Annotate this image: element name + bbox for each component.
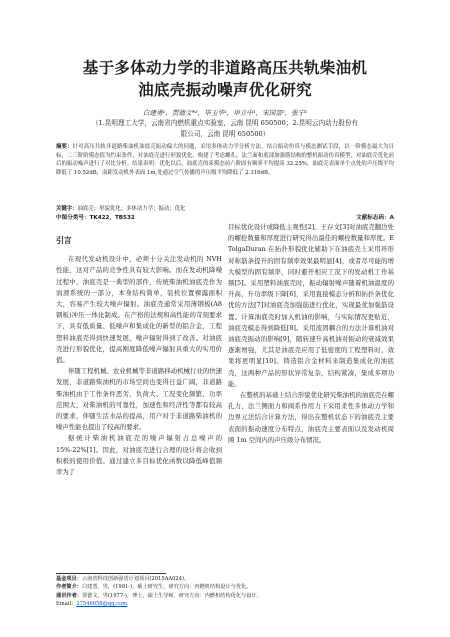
email-link[interactable]: 27546658@qq.com: [76, 601, 128, 608]
author-list: 白建勇¹，贾德文*²，毕玉华¹，申立中¹，宋国富²，张宁²: [142, 109, 308, 117]
footnote-fund: [56, 575, 394, 583]
paper-title-line-2: 油底壳振动噪声优化研究: [138, 81, 312, 99]
corr-label: 通讯作者：: [56, 592, 82, 599]
footnote-corresponding: [56, 592, 394, 600]
affiliation-line-2: 限公司，云南 昆明 650500）: [180, 130, 270, 138]
footnotes: [56, 575, 394, 609]
keywords-label: 关键字：: [56, 206, 78, 212]
keywords: [56, 205, 394, 214]
intro-paragraph-1: 在现代发动机设计中，必须十分关注发动机的 NVH 性能，这对产品的竞争性具有较大影响。而在发动机降噪过程中，油底壳是一典型的部件，传统柴油机油底壳作为润滑系统的一部分，本身结构简单，装机位置裸露面积大，容易产生较大噪声辐射。油底壳通常采用薄钢板(A8 钢板)冲压一体化制成。在产格的法规和高性能的苛刻要求下，具有低质量、低噪声和集成化的新型的铝合金，工程塑料油底壳得到快速发展，噪声辐射得到了改善。对油底壳进行形貌优化，提高刚度降低噪声辐射具重大的实用价值。: [56, 255, 222, 365]
body-paragraph-continued: 目标优化设计或降低主观性[2]。王存文[3]对油底壳翻边处的螺栓数量和厚度进行研究得出最佳的螺栓数量和厚度。E TolgaDuran 在拓扑形貌优化辅助下在油底壳上采用环形对称筋条提升的固有频率效果最明显[4]，或者尽可能的增大模型的固有频率，同时避开相应工况下的发动机工作基频[5]。采用塑料油底壳时，振动辐射噪声随着机油温度的升高，升功率级下降[6]，采用直接模态分析和拓扑条优化优的方法[7]对油底壳加强筋进行优化，实现最优加强筋设置。计算油底壳时加入机油的影响，与实际情况更贴近，油底壳模态得到降低[8]。采用流固耦合的方法计算机油对油底壳振动的影响[9]，随转速升高机油对振动的衰减效果逐渐增强，尤其是油底壳应用了低密度的工程塑料时，效果将更明显[10]。铸造铝合金材料来制造集成化的油底壳，这两种产品的形状异常复杂，结构紧凑，集成多项功能。: [228, 223, 394, 388]
footnote-author: [56, 583, 394, 591]
fund-text: 云南省科技创新强省计划项目(2015AA024)。: [81, 576, 190, 582]
affiliation-line-1: （1.昆明理工大学，云南省内燃机重点实验室，云南 昆明 650500；2.昆明云内动力股份有: [91, 119, 359, 127]
footnote-rule: [56, 573, 166, 574]
keywords-text: 油底壳；形貌优化；多体动力学；振动；优化: [77, 206, 186, 212]
paper-title-line-1: 基于多体动力学的非道路高压共轨柴油机: [82, 59, 368, 77]
fund-label: 基金项目：: [56, 576, 82, 582]
section-heading-introduction: 引言: [56, 236, 72, 245]
left-column: [56, 225, 222, 478]
footnote-email: [56, 600, 394, 608]
abstract: [56, 143, 394, 177]
email-label: Email：: [56, 601, 77, 608]
clc-number: 中图分类号：TK422，TB532: [56, 215, 135, 221]
abstract-label: 摘要：: [56, 144, 73, 150]
author-text: 白建勇，男，(1991-)，硕士研究生，研究方向：内燃机结构设计与优化。: [81, 584, 252, 591]
abstract-text: 针对高压共轨非道路柴油机油底壳振动偏大的问题，采用多体动力学分析方法，结合振动仿真与模态测试手段，以一阶模态最大为目标，二三阶阶模态值为约束条件，对油底壳进行形貌优化，构建了考虑螺孔、法兰面和底部加强筋结构的整机振动仿真模型，对油底壳优化前后的振动噪声进行了对比分析。结果表明：优化以后，油底壳的束模态前六阶固有频率平均提高 32.25%，油底壳表面单个点处的声压级平均降低了 10.52dB，而距发动机外表面 1m,处通过空气传播的声压级平均降低了 2.316dB。: [56, 144, 394, 176]
intro-paragraph-3: 据统计柴油机油底壳的噪声辐射占总噪声的 15%-22%[1]。因此，对油底壳进行合理的设计将会收到积极的使用价值。通过建立多目标优化函数以降低峰值频率为了: [56, 434, 222, 477]
intro-paragraph-2: 伴随工程机械、农业机械等非道路移动机械行业的快速发展，非道路柴油机的市场空间也变得日益广阔，非道路柴油机由于工作条件恶劣、负荷大、工况变化频繁、功率范围大，对柴油机的可靠性，加速性和经济性等都有较高的要求，伴随生活水品的提高，用户对于非道路柴油机的噪声性能也提出了较高的要求。: [56, 367, 222, 432]
author-label: 作者简介：: [56, 584, 82, 591]
document-code: 文献标志码：A: [356, 215, 394, 221]
corr-text: 贾德文，男(1977-)，博士，硕士生导师，研究方向：内燃机结构优化与设计。: [81, 592, 262, 599]
right-column: [228, 222, 394, 446]
affiliations: [55, 118, 395, 140]
body-paragraph-2: 在整机的基础上结合形貌优化研究柴油机的油底壳在螺孔力、法兰侧面力和阀系作用力下采用柔性多体动力学和边界元法结合计算方法，得出在整机状态下的油底壳主要表面的振动速度分布特点，油底壳主要表面以及发动机周围 1m 空间内的声压级分布情况。: [228, 391, 394, 444]
